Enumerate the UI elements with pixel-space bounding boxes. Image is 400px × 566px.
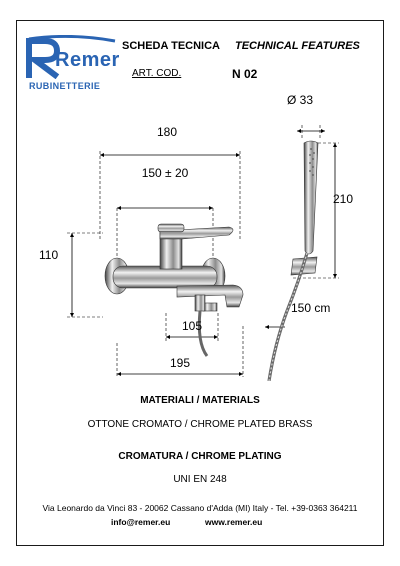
plating-title: CROMATURA / CHROME PLATING [118,451,282,462]
dim-spout-label: 105 [181,319,203,333]
art-code-value: N 02 [232,67,258,81]
materials-title: MATERIALI / MATERIALS [140,395,260,406]
dim-diameter-label: Ø 33 [287,93,314,107]
hand-shower [269,141,318,381]
plating-value: UNI EN 248 [173,474,227,485]
footer-email[interactable]: info@remer.eu [111,517,171,527]
materials-value: OTTONE CROMATO / CHROME PLATED BRASS [87,419,313,430]
footer-website[interactable]: www.remer.eu [205,517,263,527]
dimension-110 [67,233,103,317]
dimension-diameter [297,125,325,139]
dim-center-distance-label: 150 ± 20 [141,166,189,180]
technical-drawing [17,81,383,381]
art-code-label: ART. COD. [132,68,182,79]
dim-hand-shower-label: 210 [333,192,354,206]
footer-address: Via Leonardo da Vinci 83 - 20062 Cassano d'Adda (MI) Italy - Tel. +39-0363 364211 [42,503,358,513]
dim-overall-label: 195 [169,356,191,370]
brand-logo-word: Remer [55,49,120,71]
dim-width-label: 180 [156,125,178,139]
title-italian: SCHEDA TECNICA [122,40,220,52]
bath-mixer [105,224,243,356]
dim-hose-label: 150 cm [291,301,331,315]
title-english: TECHNICAL FEATURES [235,40,360,52]
brand-subtitle: RUBINETTERIE [29,81,101,91]
technical-sheet [16,20,384,546]
dim-height-label: 110 [39,248,59,262]
